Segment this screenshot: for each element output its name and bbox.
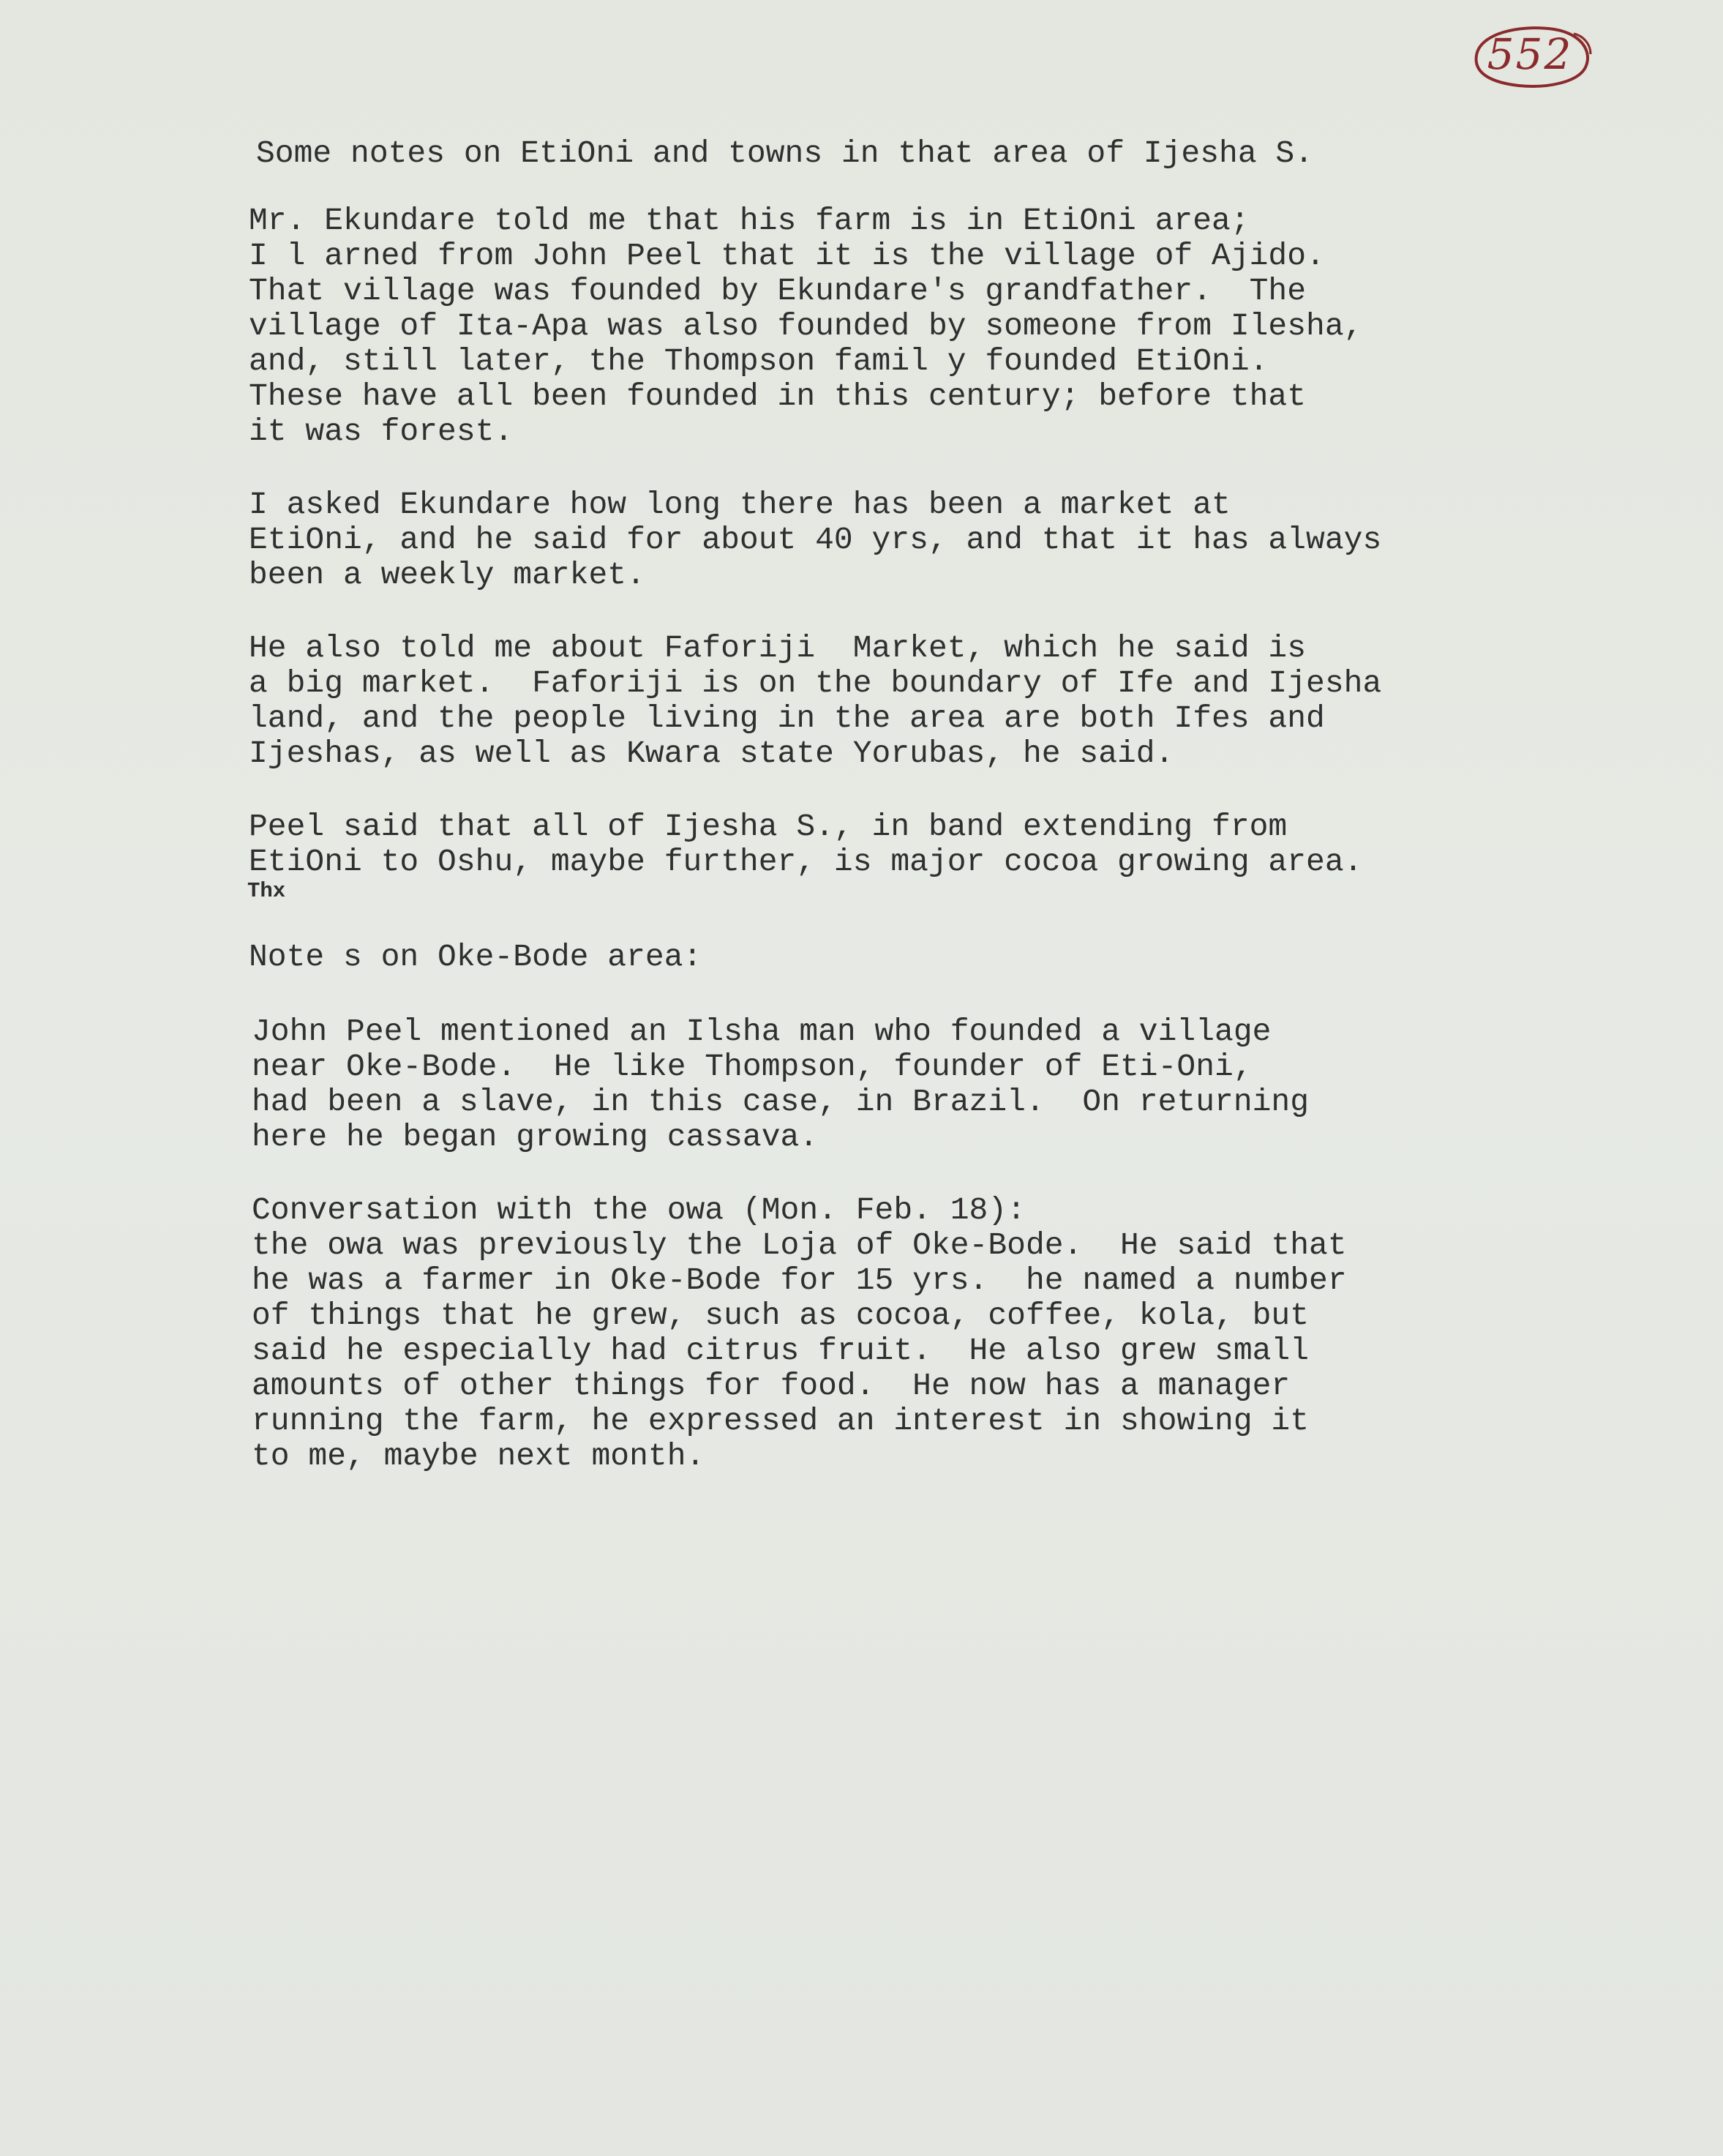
section-heading: Note s on Oke-Bode area:: [249, 939, 702, 975]
paragraph-line: EtiOni, and he said for about 40 yrs, and that it has always: [249, 522, 1382, 558]
paragraph-2: [246, 487, 1599, 593]
paragraph-line: John Peel mentioned an Ilsha man who founded a village: [252, 1014, 1272, 1049]
paragraph-line: village of Ita-Apa was also founded by someone from Ilesha,: [249, 308, 1363, 344]
paragraph-line: he was a farmer in Oke-Bode for 15 yrs. he named a number: [252, 1262, 1347, 1298]
paragraph-line: I l arned from John Peel that it is the village of Ajido.: [249, 238, 1325, 274]
paragraph-5: [246, 1014, 1599, 1155]
paragraph-line: here he began growing cassava.: [252, 1119, 819, 1155]
paragraph-line: said he especially had citrus fruit. He also grew small: [252, 1333, 1310, 1369]
paragraph-line: These have all been founded in this century; before that: [249, 378, 1307, 414]
paragraph-line: the owa was previously the Loja of Oke-Bode. He said that: [252, 1227, 1347, 1263]
document-title: Some notes on EtiOni and towns in that area of Ijesha S.: [256, 135, 1314, 171]
paragraph-3: [246, 631, 1599, 771]
paragraph-1: [246, 203, 1599, 449]
paragraph-line: That village was founded by Ekundare's grandfather. The: [249, 273, 1307, 309]
paragraph-line: to me, maybe next month.: [252, 1438, 705, 1474]
paragraph-line: Peel said that all of Ijesha S., in band extending from: [249, 809, 1288, 845]
paragraph-line: Mr. Ekundare told me that his farm is in EtiOni area;: [249, 203, 1250, 239]
paragraph-line: had been a slave, in this case, in Brazil. On returning: [252, 1084, 1310, 1120]
paragraph-6: [246, 1193, 1599, 1474]
paragraph-line: Conversation with the owa (Mon. Feb. 18):: [252, 1192, 1026, 1228]
page-number-text: 552: [1487, 29, 1573, 79]
paragraph-line: near Oke-Bode. He like Thompson, founder of Eti-Oni,: [252, 1049, 1253, 1085]
paragraph-line: He also told me about Faforiji Market, which he said is: [249, 630, 1307, 666]
typed-content: [246, 136, 1599, 1512]
paragraph-line: Ijeshas, as well as Kwara state Yorubas, he said.: [249, 735, 1174, 771]
paragraph-line: EtiOni to Oshu, maybe further, is major cocoa growing area.: [249, 844, 1363, 880]
paragraph-line: a big market. Faforiji is on the boundary of Ife and Ijesha: [249, 665, 1382, 701]
paragraph-line: land, and the people living in the area are both Ifes and: [249, 700, 1325, 736]
paragraph-line: of things that he grew, such as cocoa, coffee, kola, but: [252, 1298, 1310, 1333]
typed-mark: Thx: [247, 879, 286, 903]
paragraph-line: amounts of other things for food. He now has a manager: [252, 1368, 1291, 1404]
page-number: [1462, 15, 1598, 100]
paragraph-line: running the farm, he expressed an interest in showing it: [252, 1403, 1310, 1439]
paragraph-line: it was forest.: [249, 413, 514, 449]
paragraph-line: been a weekly market.: [249, 557, 645, 593]
paragraph-4: [246, 809, 1599, 902]
paragraph-line: and, still later, the Thompson famil y founded EtiOni.: [249, 343, 1269, 379]
paragraph-line: I asked Ekundare how long there has been a market at: [249, 487, 1231, 523]
